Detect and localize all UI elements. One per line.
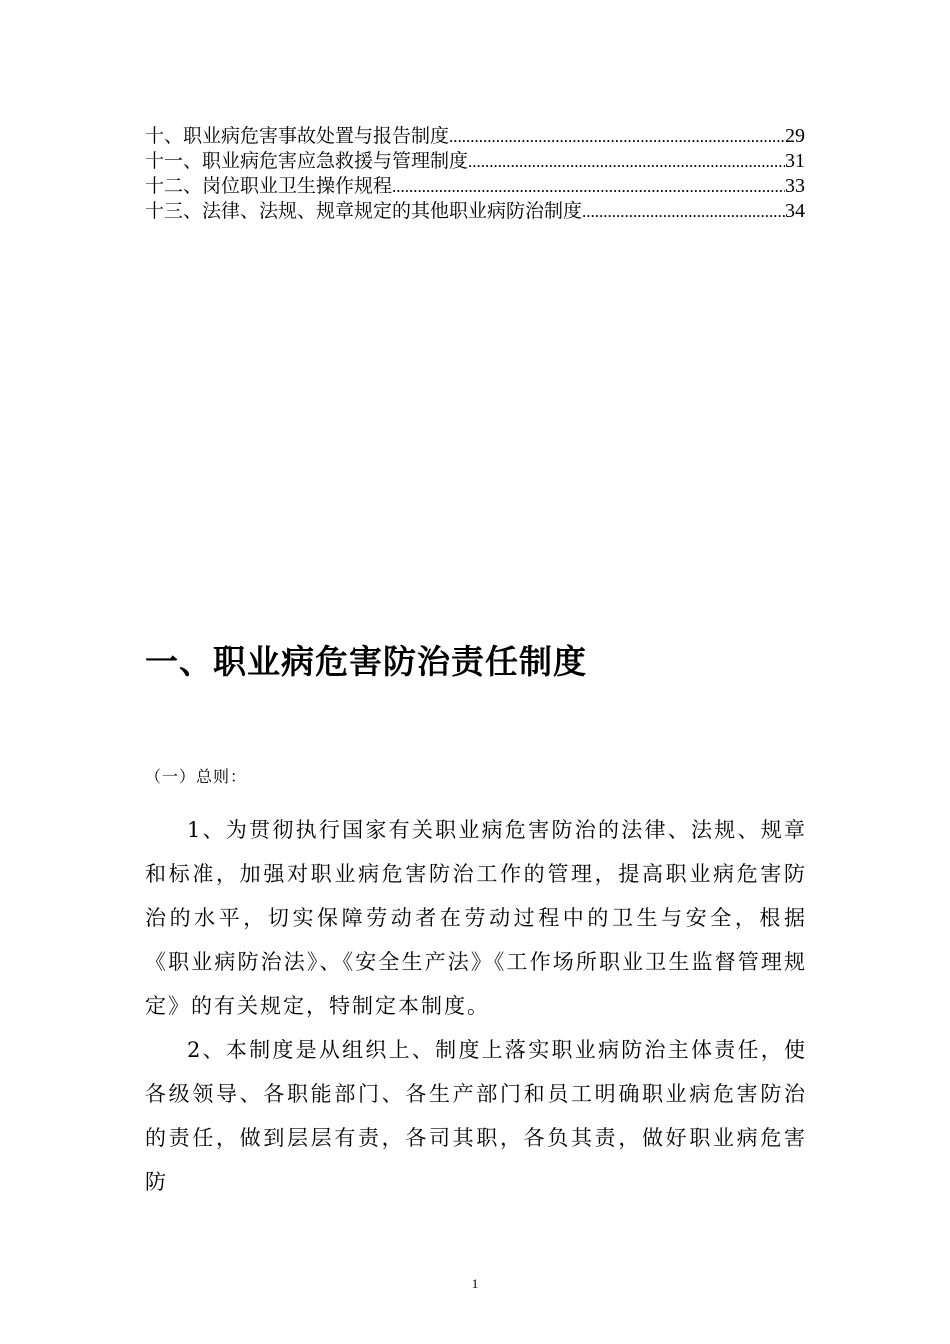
toc-entry-label: 十三、法律、法规、规章规定的其他职业病防治制度: [145, 200, 583, 222]
toc-entry-page: 31: [785, 150, 805, 172]
toc-entry-page: 29: [785, 125, 805, 147]
toc-entry-label: 十二、岗位职业卫生操作规程: [145, 175, 393, 197]
toc-dot-leader: [582, 199, 785, 224]
paragraph: 2、本制度是从组织上、制度上落实职业病防治主体责任，使各级领导、各职能部门、各生产部门和员工明确职业病危害防治的责任，做到层层有责，各司其职，各负其责，做好职业病危害防: [145, 1038, 807, 1194]
section-body: [145, 808, 807, 1204]
toc-entry-label: 十、职业病危害事故处置与报告制度: [145, 125, 450, 147]
toc-dot-leader: [392, 174, 785, 199]
section-title: 一、职业病危害防治责任制度: [145, 642, 587, 681]
paragraph: 1、为贯彻执行国家有关职业病危害防治的法律、法规、规章和标准，加强对职业病危害防治工作的管理，提高职业病危害防治的水平，切实保障劳动者在劳动过程中的卫生与安全，根据《职业病防治法》、《安全生产法》《工作场所职业卫生监督管理规定》的有关规定，特制定本制度。: [145, 818, 807, 1018]
toc-entry[interactable]: [145, 149, 805, 174]
toc-entry[interactable]: [145, 124, 805, 149]
toc-entry[interactable]: [145, 199, 805, 224]
toc-entry-label: 十一、职业病危害应急救援与管理制度: [145, 150, 469, 172]
toc-dot-leader: [468, 149, 785, 174]
toc-entry[interactable]: [145, 174, 805, 199]
page-number: 1: [471, 1276, 479, 1291]
toc-dot-leader: [449, 124, 785, 149]
section-subheading: （一）总则：: [145, 767, 248, 786]
toc-entry-page: 33: [785, 175, 805, 197]
table-of-contents: [145, 124, 805, 224]
toc-entry-page: 34: [785, 200, 805, 222]
